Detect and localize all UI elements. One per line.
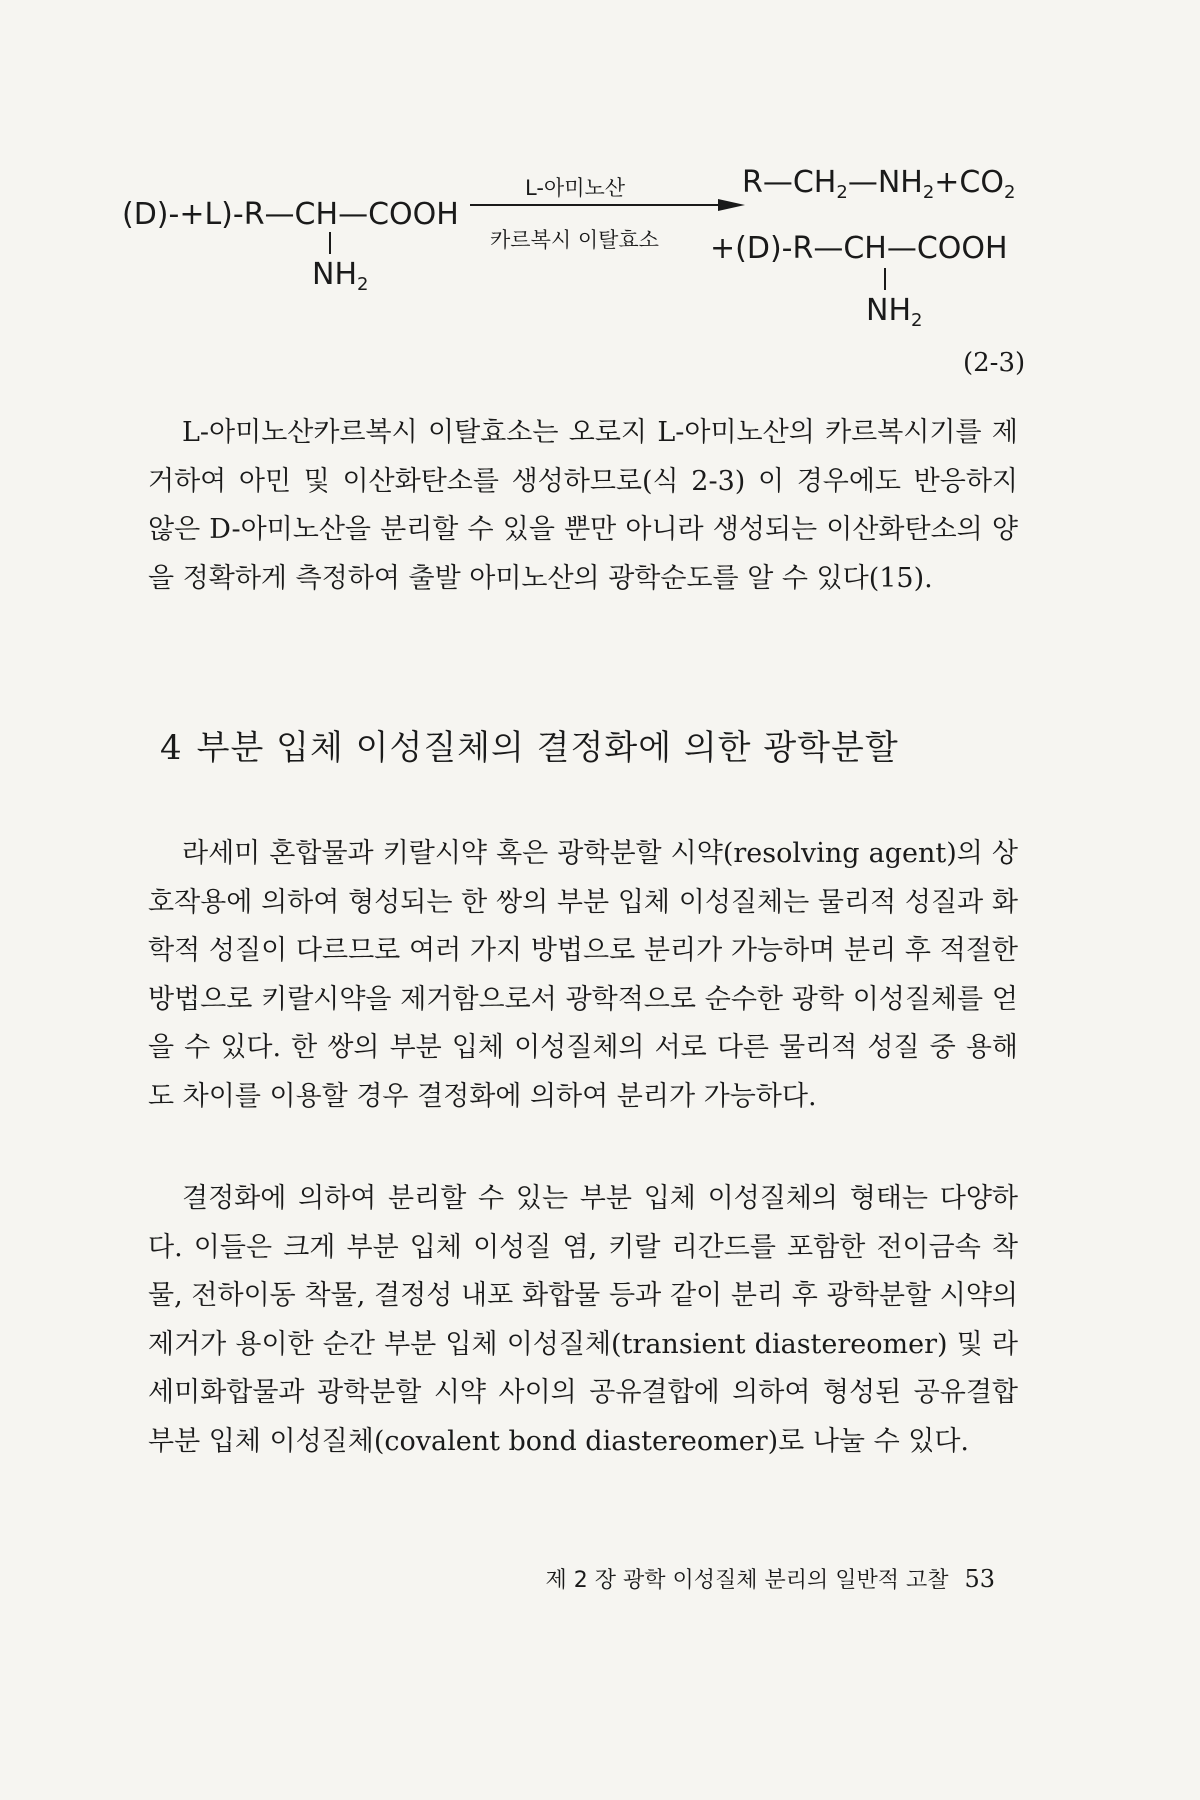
product-amine-co2 <box>742 165 1016 203</box>
product-nh2-index: 2 <box>922 182 935 203</box>
product-co2-index: 2 <box>1003 182 1016 203</box>
product-rch2: R—CH <box>742 165 837 200</box>
paragraph-2: 라세미 혼합물과 키랄시약 혹은 광학분할 시약(resolving agent)의 상호작용에 의하여 형성되는 한 쌍의 부분 입체 이성질체는 물리적 성질과 화학적 성질이 다르므로 여러 가지 방법으로 분리가 가능하며 분리 후 적절한 방법으로 키랄시약을 제거함으로서 광학적으로 순수한 광학 이성질체를 얻을 수 있다. 한 쌍의 부분 입체 이성질체의 서로 다른 물리적 성질 중 용해도 차이를 이용할 경우 결정화에 의하여 분리가 가능하다. <box>148 838 1018 1112</box>
page-number: 53 <box>964 1565 995 1593</box>
product-amine <box>866 293 923 331</box>
equation-number: (2-3) <box>963 348 1026 378</box>
product-amine-index: 2 <box>911 310 923 331</box>
paragraph-1: L-아미노산카르복시 이탈효소는 오로지 L-아미노산의 카르복시기를 제거하여 아민 및 이산화탄소를 생성하므로(식 2-3) 이 경우에도 반응하지 않은 D-아미노산을 분리할 수 있을 뿐만 아니라 생성되는 이산화탄소의 양을 정확하게 측정하여 출발 아미노산의 광학순도를 알 수 있다(15). <box>148 417 1018 594</box>
product-amine-text: NH <box>866 293 911 328</box>
reaction-scheme <box>0 0 1200 380</box>
product-rch2-index: 2 <box>836 182 848 203</box>
arrow-label-bottom: 카르복시 이탈효소 <box>490 228 659 252</box>
page-footer <box>545 1563 995 1594</box>
reactant-amine-text: NH <box>312 257 357 292</box>
section-title: 부분 입체 이성질체의 결정화에 의한 광학분할 <box>196 728 899 768</box>
product-co2: +CO <box>934 165 1004 200</box>
running-title: 제 2 장 광학 이성질체 분리의 일반적 고찰 <box>545 1568 949 1593</box>
arrow-label-top: L-아미노산 <box>525 176 626 200</box>
product-d-amino-acid: +(D)-R—CH—COOH <box>710 231 1008 266</box>
section-number: 4 <box>160 728 183 768</box>
reactant-amine <box>312 257 369 295</box>
section-heading <box>160 720 899 769</box>
product-nh2: —NH <box>847 165 923 200</box>
reactant-formula: (D)-+L)-R—CH—COOH <box>122 197 459 232</box>
reactant-amine-index: 2 <box>357 274 369 295</box>
reaction-arrow-head <box>718 199 745 211</box>
paragraph-3: 결정화에 의하여 분리할 수 있는 부분 입체 이성질체의 형태는 다양하다. 이들은 크게 부분 입체 이성질 염, 키랄 리간드를 포함한 전이금속 착물, 전하이동 착물, 결정성 내포 화합물 등과 같이 분리 후 광학분할 시약의 제거가 용이한 순간 부분 입체 이성질체(transient diastereomer) 및 라세미화합물과 광학분할 시약 사이의 공유결합에 의하여 형성된 공유결합 부분 입체 이성질체(covalent bond diastereomer)로 나눌 수 있다. <box>148 1183 1018 1457</box>
